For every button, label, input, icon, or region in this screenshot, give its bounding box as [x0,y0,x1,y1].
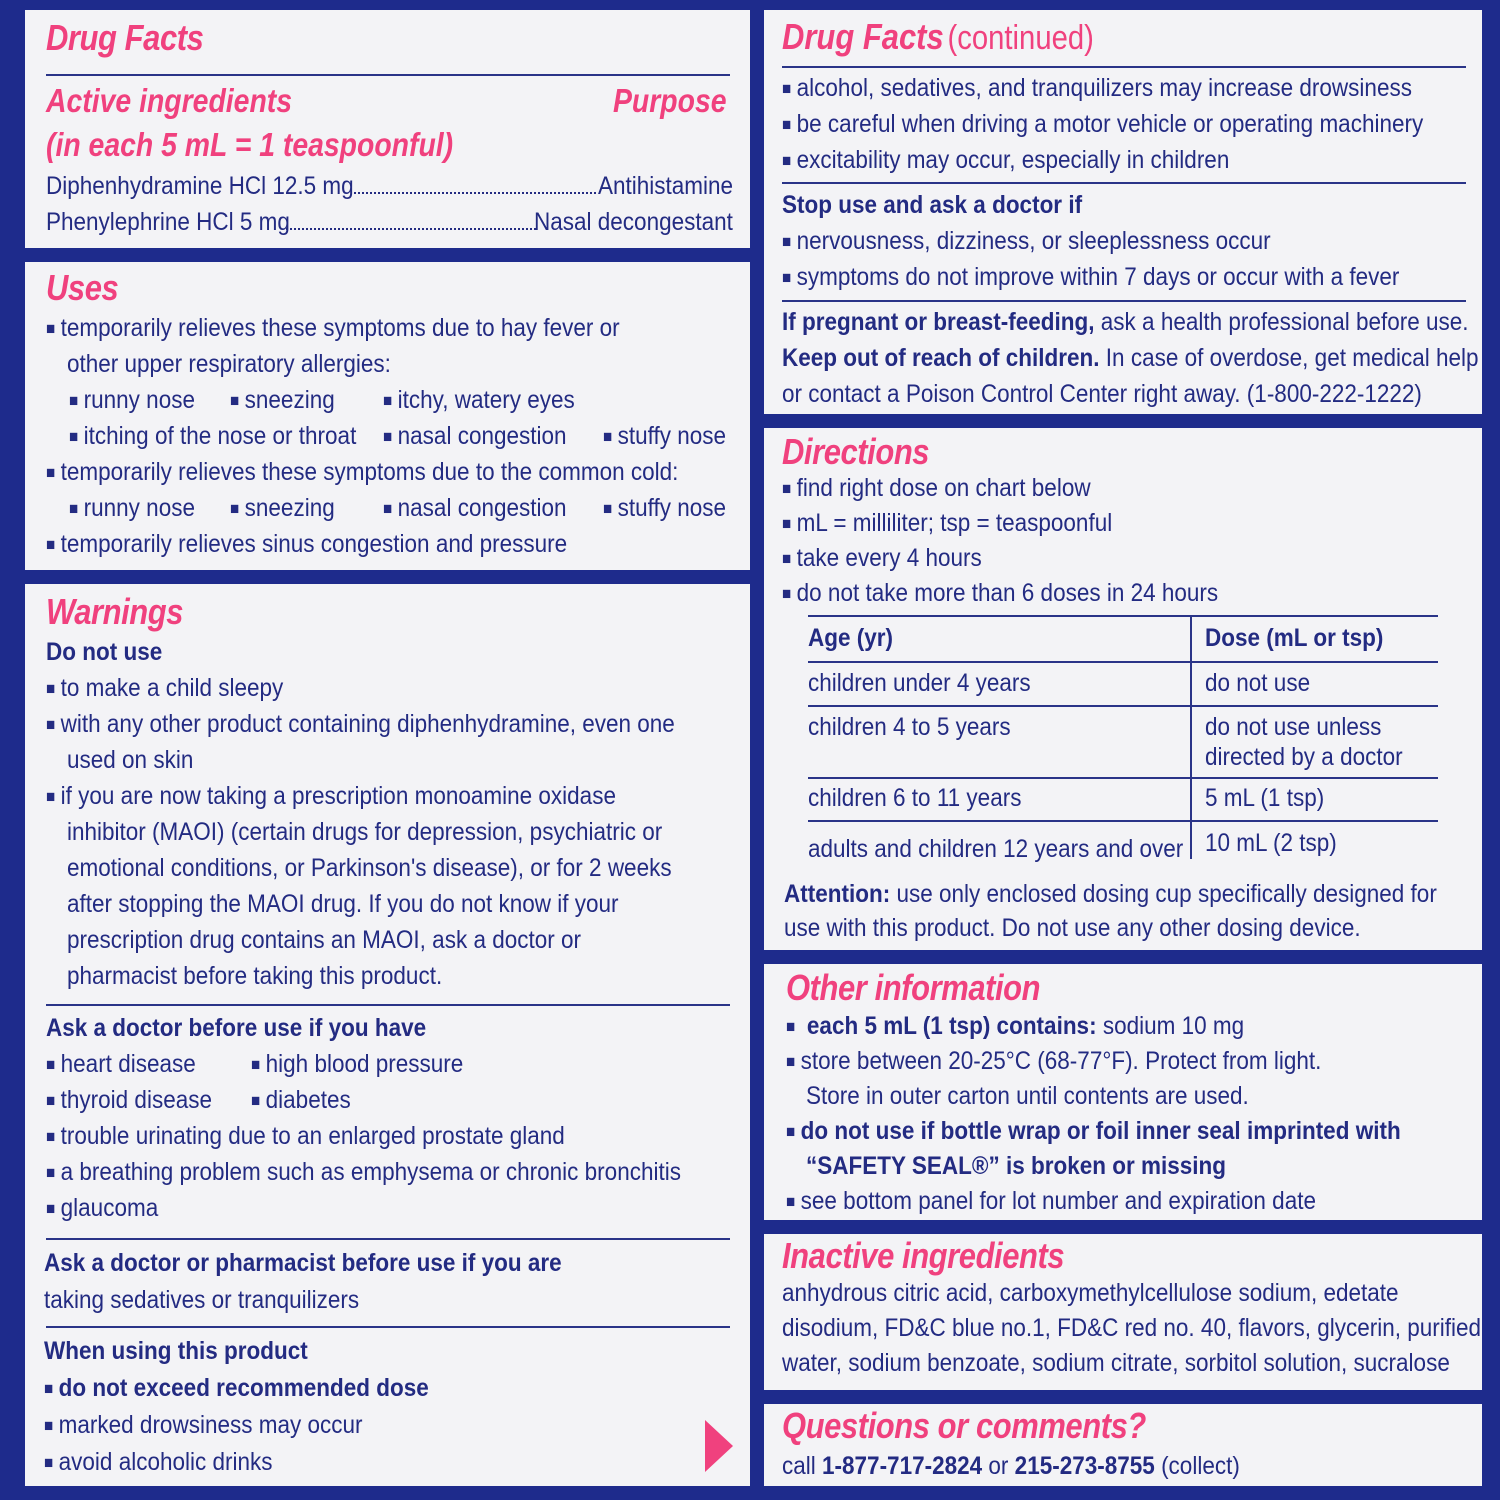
symptom: ■ itching of the nose or throat [69,418,356,457]
when-using-item: ■ avoid alcoholic drinks [44,1444,273,1483]
ingredient-row [46,168,736,204]
table-cell-dose-cont: directed by a doctor [1205,743,1403,771]
stop-use-heading: Stop use and ask a doctor if [782,191,1083,219]
directions-item: ■ find right dose on chart below [782,470,1091,509]
table-cell-dose: 5 mL (1 tsp) [1205,784,1325,812]
ask-doctor-item: ■ heart disease [46,1046,196,1085]
symptom: ■ runny nose [69,382,195,421]
continued-title [782,16,1094,58]
uses-panel [25,262,750,570]
directions-item: ■ mL = milliliter; tsp = teaspoonful [782,505,1112,544]
symptom: ■ nasal congestion [383,418,567,457]
drug-facts-title: Drug Facts [782,16,944,57]
symptom: ■ runny nose [69,490,195,529]
continue-arrow-icon [705,1420,733,1472]
ask-doctor-heading: Ask a doctor before use if you have [46,1014,427,1042]
do-not-use-item-cont: prescription drug contains an MAOI, ask a doctor or [67,926,581,954]
ask-doctor-item: ■ glaucoma [46,1190,158,1229]
symptom: ■ itchy, watery eyes [383,382,575,421]
warnings-title: Warnings [46,591,184,632]
symptom: ■ sneezing [230,490,335,529]
do-not-use-item-cont: inhibitor (MAOI) (certain drugs for depression, psychiatric or [67,818,663,846]
do-not-use-item-cont: emotional conditions, or Parkinson's disease), or for 2 weeks [67,854,672,882]
phone-number-2[interactable]: 215-273-8755 [1014,1452,1155,1480]
pregnant-line [782,304,1469,340]
drug-facts-title: Drug Facts [46,17,204,58]
ask-pharmacist-heading: Ask a doctor or pharmacist before use if you are [44,1249,562,1277]
or-label: or [988,1452,1009,1480]
other-info-item-cont: Store in outer carton until contents are used. [806,1082,1249,1110]
contains-text: sodium 10 mg [1102,1012,1245,1040]
do-not-use-item-cont: after stopping the MAOI drug. If you do not know if your [67,890,619,918]
call-label: call [782,1452,816,1480]
when-using-item: ■ do not exceed recommended dose [44,1370,429,1409]
attention-bold: Attention: [784,880,891,908]
dot-leader [286,228,536,230]
inactive-line: anhydrous citric acid, carboxymethylcellulose sodium, edetate [782,1279,1399,1307]
ingredient-name: Phenylephrine HCl 5 mg [46,208,290,236]
ingredient-name: Diphenhydramine HCl 12.5 mg [46,172,354,200]
table-cell-dose: 10 mL (2 tsp) [1205,829,1337,857]
questions-panel [764,1404,1482,1486]
collect-label: (collect) [1161,1452,1240,1480]
symptom: ■ stuffy nose [603,490,726,529]
phone-number-1[interactable]: 1-877-717-2824 [822,1452,983,1480]
ingredient-row [46,204,736,240]
active-ingredients-heading: Active ingredients [46,82,293,119]
do-not-use-item-cont: used on skin [67,746,194,774]
table-cell-dose: do not use unless [1205,713,1382,741]
when-using-heading: When using this product [44,1337,308,1365]
directions-title: Directions [782,431,930,472]
table-cell-dose: do not use [1205,669,1311,697]
directions-item: ■ do not take more than 6 doses in 24 hours [782,575,1218,614]
table-cell-age: children under 4 years [808,669,1031,697]
pregnant-bold: If pregnant or breast-feeding, [782,308,1095,336]
warning-item: ■ excitability may occur, especially in children [782,142,1229,181]
uses-item: ■ temporarily relieves these symptoms due to hay fever or [46,310,620,349]
other-info-item-cont: “SAFETY SEAL®” is broken or missing [806,1152,1227,1180]
table-cell-age: adults and children 12 years and over [808,835,1184,863]
dosage-table [808,615,1438,861]
ask-pharmacist-text: taking sedatives or tranquilizers [44,1286,360,1314]
do-not-use-item: ■ with any other product containing diphenhydramine, even one [46,706,675,745]
questions-title: Questions or comments? [782,1405,1146,1446]
table-cell-age: children 4 to 5 years [808,713,1011,741]
other-info-item: ■ store between 20-25°C (68-77°F). Protect from light. [786,1043,1321,1082]
active-ingredients-subheading: (in each 5 mL = 1 teaspoonful) [46,126,454,163]
active-ingredients-panel [25,10,750,248]
other-information-panel [764,964,1482,1220]
stop-use-item: ■ symptoms do not improve within 7 days or occur with a fever [782,259,1399,298]
ask-doctor-item: ■ thyroid disease [46,1082,212,1121]
do-not-use-heading: Do not use [46,638,163,666]
questions-phone-line [782,1448,1240,1484]
do-not-use-item: ■ if you are now taking a prescription monoamine oxidase [46,778,616,817]
uses-item: ■ temporarily relieves these symptoms due to the common cold: [46,454,678,493]
table-header-dose: Dose (mL or tsp) [1205,624,1384,652]
ask-doctor-item: ■ high blood pressure [251,1046,463,1085]
ingredient-purpose: Antihistamine [598,172,734,200]
when-using-item: ■ marked drowsiness may occur [44,1407,363,1446]
ask-doctor-item: ■ trouble urinating due to an enlarged prostate gland [46,1118,565,1157]
warning-item: ■ alcohol, sedatives, and tranquilizers may increase drowsiness [782,70,1412,109]
other-info-title: Other information [786,967,1041,1008]
inactive-ingredients-panel [764,1234,1482,1390]
inactive-line: disodium, FD&C blue no.1, FD&C red no. 40, flavors, glycerin, purified [782,1314,1482,1342]
symptom: ■ sneezing [230,382,335,421]
table-header-age: Age (yr) [808,624,894,652]
warning-item: ■ be careful when driving a motor vehicle or operating machinery [782,106,1423,145]
purpose-heading: Purpose [613,82,727,119]
pregnant-text: ask a health professional before use. [1100,308,1469,336]
ask-doctor-item: ■ diabetes [251,1082,351,1121]
contains-bold: each 5 mL (1 tsp) contains: [806,1012,1097,1040]
dot-leader [354,192,596,194]
uses-item: ■ temporarily relieves sinus congestion and pressure [46,526,567,565]
ask-doctor-item: ■ a breathing problem such as emphysema or chronic bronchitis [46,1154,681,1193]
stop-use-item: ■ nervousness, dizziness, or sleeplessness occur [782,223,1271,262]
attention-text-cont: use with this product. Do not use any other dosing device. [784,914,1361,942]
directions-item: ■ take every 4 hours [782,540,982,579]
inactive-title: Inactive ingredients [782,1235,1065,1276]
symptom: ■ nasal congestion [383,490,567,529]
do-not-use-item-cont: pharmacist before taking this product. [67,962,443,990]
other-info-item: ■ do not use if bottle wrap or foil inner seal imprinted with [786,1113,1401,1152]
keep-out-line [782,340,1479,376]
symptom: ■ stuffy nose [603,418,726,457]
do-not-use-item: ■ to make a child sleepy [46,670,283,709]
uses-item-cont: other upper respiratory allergies: [67,350,391,378]
other-info-item: ■ see bottom panel for lot number and expiration date [786,1183,1316,1220]
drug-facts-continued-panel [764,10,1482,414]
warnings-panel [25,584,750,1486]
continued-label: (continued) [947,19,1094,57]
attention-line [784,878,1437,910]
ingredient-purpose: Nasal decongestant [534,208,733,236]
uses-title: Uses [46,267,119,308]
attention-text: use only enclosed dosing cup specifically designed for [896,880,1437,908]
directions-panel [764,428,1482,950]
inactive-line: water, sodium benzoate, sodium citrate, sorbitol solution, sucralose [782,1349,1450,1377]
other-info-item [786,1008,1244,1047]
table-cell-age: children 6 to 11 years [808,784,1022,812]
keep-out-bold: Keep out of reach of children. [782,344,1100,372]
keep-out-text-cont: or contact a Poison Control Center right away. (1-800-222-1222) [782,380,1422,408]
keep-out-text: In case of overdose, get medical help [1105,344,1479,372]
